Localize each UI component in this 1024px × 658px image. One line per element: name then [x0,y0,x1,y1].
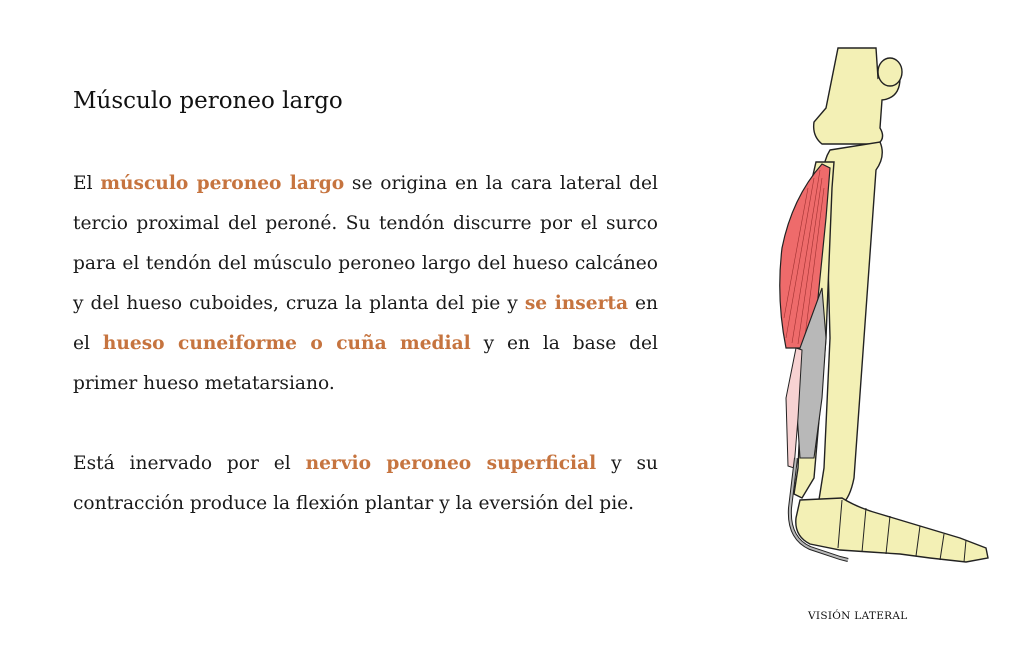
p1-text-4: y en la base del primer hueso metatarsiano. [73,333,658,394]
p1-text-2: se origina en la cara lateral del tercio proximal del peroné. Su tendón discurre por el surco para el tendón del músculo peroneo largo del hueso calcáneo y del hueso cuboides, cruza la planta del pie y [73,173,658,314]
p1-text-1: El [73,173,101,194]
highlight-muscle-name: músculo peroneo largo [100,173,345,194]
paragraph-origin-insertion [73,164,658,404]
leg-lateral-view-illustration [730,38,1010,598]
highlight-cuneiform: hueso cuneiforme o cuña medial [102,333,471,354]
highlight-nerve: nervio peroneo superficial [305,453,597,474]
paragraph-innervation [73,444,658,524]
article [73,88,658,564]
page-title: Músculo peroneo largo [73,88,343,114]
p2-text-2: y su contracción produce la flexión plantar y la eversión del pie. [73,453,658,514]
patella-bone [878,58,902,86]
p2-text-1: Está inervado por el [73,453,306,474]
figure-caption: VISIÓN LATERAL [808,610,908,622]
p1-text-3: en el [73,293,659,354]
highlight-insertion: se inserta [524,293,629,314]
